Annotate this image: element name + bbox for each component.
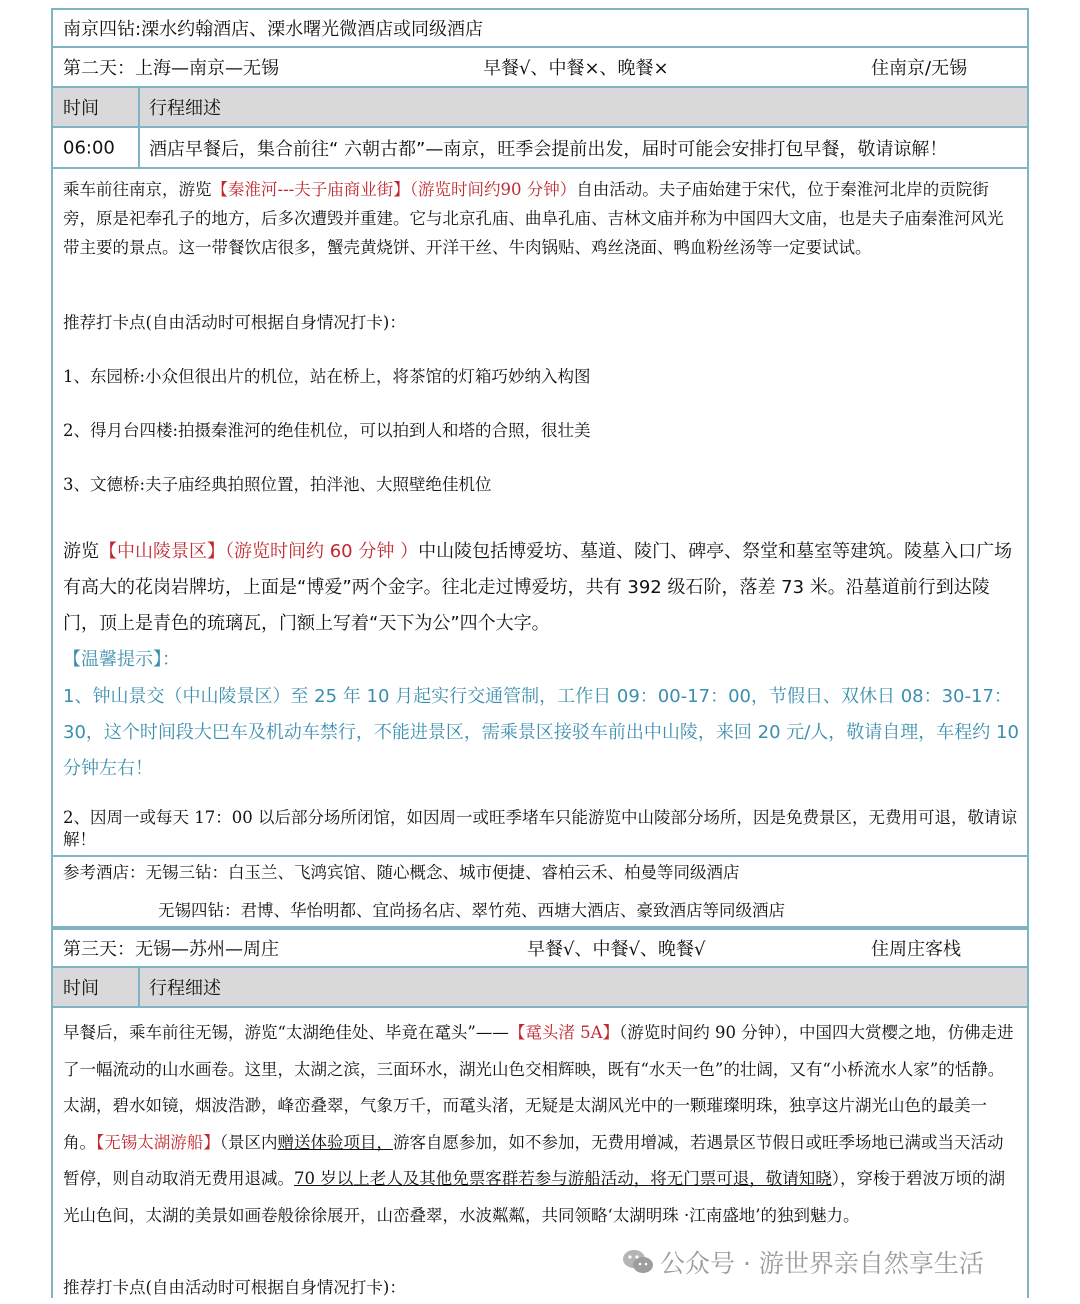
hotel-line-top: 南京四钻:溧水约翰酒店、溧水曙光微酒店或同级酒店	[63, 19, 484, 40]
watermark-text: 公众号 · 游世界亲自然享生活	[660, 1249, 984, 1278]
text-segment: 游览	[63, 541, 99, 562]
day3-col-detail: 行程细述	[149, 978, 221, 999]
day2-table-header	[53, 88, 1027, 128]
day3-title-row	[53, 928, 1027, 968]
day2-spot-3: 3、文德桥:夫子庙经典拍照位置，拍泮池、大照壁绝佳机位	[63, 475, 492, 494]
watermark	[622, 1244, 984, 1281]
zhongshan-highlight: 【中山陵景区】（游览时间约 60 分钟 ）	[99, 541, 419, 562]
day2-paragraph-2	[63, 534, 1019, 642]
tip-1: 1、钟山景交（中山陵景区）至 25 年 10 月起实行交通管制，工作日 09：00-17：00，节假日、双休日 08：30-17：30，这个时间段大巴车及机动车禁行，不能进景区，需乘景区接驳车前出中山陵，来回 20 元/人，敬请自理，车程约 10 分钟左右！	[63, 686, 1019, 779]
day2-spot-2: 2、得月台四楼:拍摄秦淮河的绝佳机位，可以拍到人和塔的合照，很壮美	[63, 421, 591, 440]
day2-meals: 早餐√、中餐×、晚餐×	[483, 58, 669, 79]
day2-recommend: 推荐打卡点(自由活动时可根据自身情况打卡)：	[63, 313, 406, 332]
tip-title: 【温馨提示】：	[63, 649, 180, 670]
qinhuai-highlight: 【秦淮河---夫子庙商业街】（游览时间约90 分钟）	[211, 180, 577, 199]
day2-time-row	[53, 128, 1027, 169]
day2-content	[53, 169, 1027, 857]
wechat-icon	[622, 1249, 654, 1281]
day2-stay: 住南京/无锡	[871, 58, 968, 79]
day2-spot-1: 1、东园桥:小众但很出片的机位，站在桥上，将茶馆的灯箱巧妙纳入构图	[63, 367, 591, 386]
text-segment: ），穿梭于碧波万顷的湖光山色间，太湖的美景如画卷般徐徐展开，山峦叠翠，水波粼粼，共同领略‘太湖明珠 ·江南盛地’的独到魅力。	[63, 1169, 1005, 1225]
day3-stay: 住周庄客栈	[871, 939, 961, 960]
gift-note: 赠送体验项目，	[277, 1132, 393, 1152]
hotel-three-star: 参考酒店：无锡三钻：白玉兰、飞鸿宾馆、随心概念、城市便捷、睿柏云禾、柏曼等同级酒店	[63, 863, 740, 882]
elderly-note: 70 岁以上老人及其他免票客群若参与游船活动，将无门票可退，敬请知晓	[294, 1169, 832, 1188]
text-segment: 自由活动。夫子庙始建于宋代，位于秦淮河北岸的贡院街旁，原是祀奉孔子的地方，后多次遭毁并重建。它与北京孔庙、曲阜孔庙、吉林文庙并称为中国四大文庙，也是夫子庙秦淮河风光带主要的景点。这一带餐饮店很多，蟹壳黄烧饼、开洋干丝、牛肉锅贴、鸡丝浇面、鸭血粉丝汤等一定要试试。	[63, 180, 1004, 257]
day3-col-time: 时间	[63, 978, 99, 999]
text-segment: 中山陵包括博爱坊、墓道、陵门、碑亭、祭堂和墓室等建筑。陵墓入口广场有高大的花岗岩牌坊，上面是“博爱”两个金字。往北走过博爱坊，共有 392 级石阶，落差 73 米。沿墓道前行到达陵门，顶上是青色的琉璃瓦，门额上写着“天下为公”四个大字。	[63, 541, 1013, 634]
text-segment: 早餐后，乘车前往无锡，游览“太湖绝佳处、毕竟在鼋头”——	[63, 1023, 509, 1042]
day3-title: 第三天：无锡—苏州—周庄	[63, 939, 279, 960]
yuantouzhu-highlight: 【鼋头渚 5A】	[508, 1023, 620, 1042]
day2-title: 第二天：上海—南京—无锡	[63, 58, 279, 79]
day3-table-header	[53, 968, 1027, 1008]
text-segment: （游览时间约 90 分钟），中国四大赏樱之地，仿佛走进了一幅流动的山水画卷。这里，太湖之滨，三面环水，湖光山色交相辉映，既有“水天一色”的壮阔，又有“小桥流水人家”的恬静。太湖，碧水如镜，烟波浩渺，峰峦叠翠，气象万千，而鼋头渚，无疑是太湖风光中的一颗璀璨明珠，独享这片湖光山色的最美一角。	[63, 1023, 1014, 1152]
hotel-four-star: 无锡四钻：君博、华怡明都、宜尚扬名店、翠竹苑、西塘大酒店、豪致酒店等同级酒店	[158, 901, 785, 920]
day3-paragraph-1	[63, 1015, 1019, 1234]
day2-col-time: 时间	[63, 98, 99, 119]
day2-title-row	[53, 48, 1027, 88]
hotel-line-top-row	[53, 8, 1027, 48]
day2-time: 06:00	[63, 137, 115, 158]
tip-2: 2、因周一或每天 17：00 以后部分场所闭馆，如因周一或旺季堵车只能游览中山陵部分场所，因是免费景区，无费用可退，敬请谅解！	[63, 808, 1017, 849]
cruise-highlight: 【无锡太湖游船】	[96, 1132, 220, 1152]
day3-recommend: 推荐打卡点(自由活动时可根据自身情况打卡)：	[63, 1278, 406, 1297]
text-segment: 乘车前往南京，游览	[63, 180, 212, 199]
text-segment: 游客自愿参加，如不参加，无费用增减，若遇景区节假日或旺季场地已满或当天活动暂停，则自动取消无费用退减。	[63, 1132, 1004, 1188]
day3-meals: 早餐√、中餐√、晚餐√	[527, 939, 706, 960]
day2-paragraph-1	[63, 175, 1019, 262]
day2-hotel-row	[53, 857, 1027, 928]
day2-col-detail: 行程细述	[149, 98, 221, 119]
itinerary-document	[51, 8, 1029, 1298]
text-segment: （景区内	[219, 1132, 278, 1152]
day2-detail: 酒店早餐后，集合前往“ 六朝古都”—南京，旺季会提前出发，届时可能会安排打包早餐，敬请谅解！	[149, 138, 948, 160]
